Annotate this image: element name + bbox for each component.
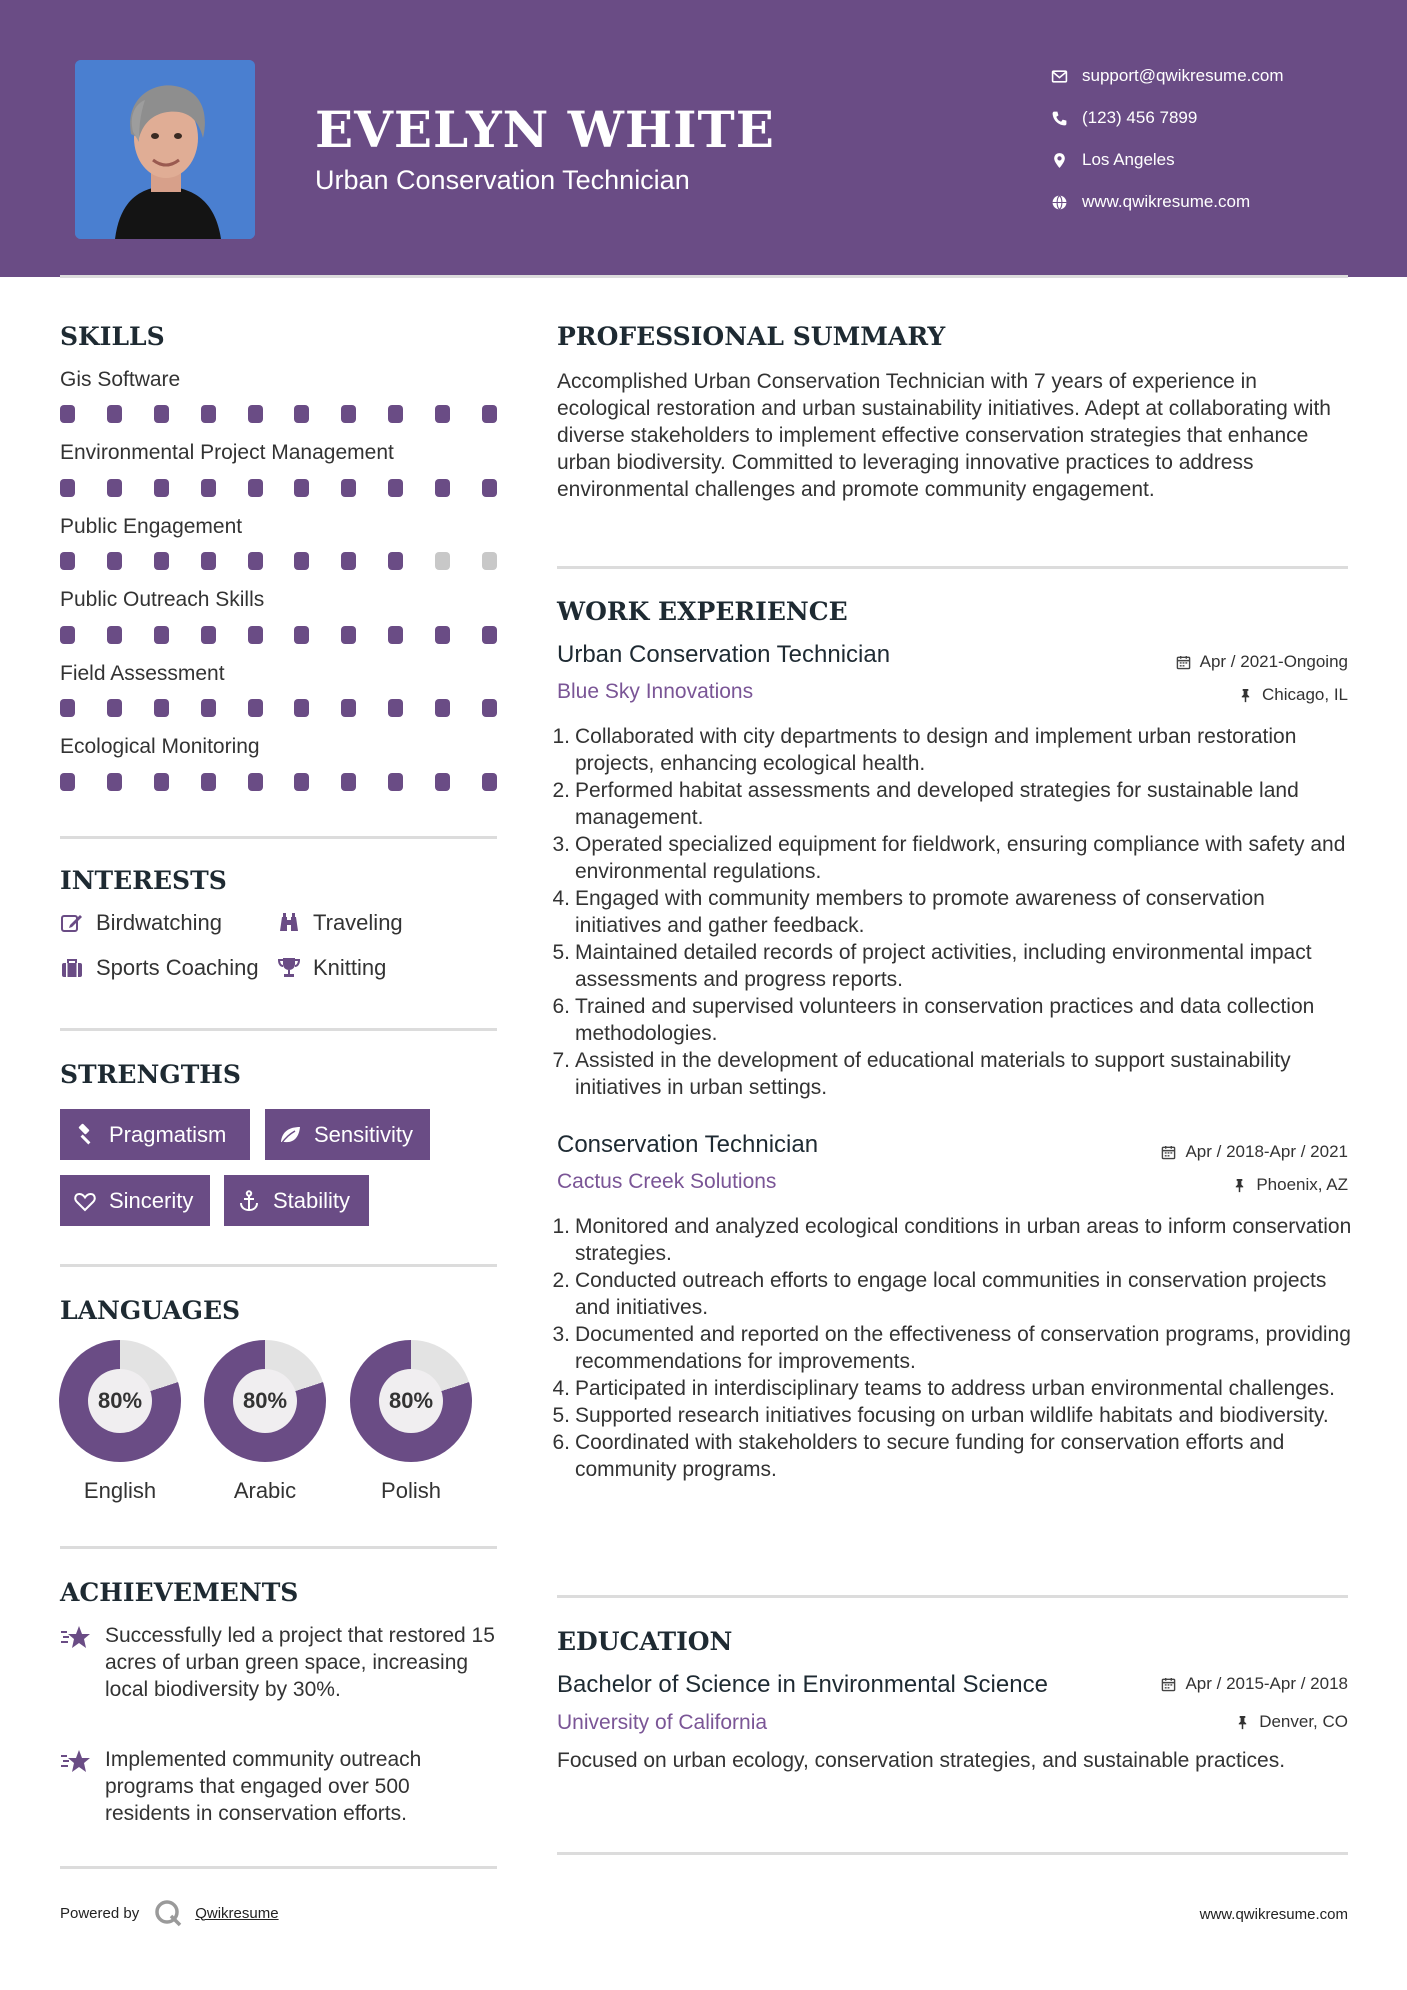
skill-dot-filled [341, 626, 356, 644]
interest-label: Traveling [313, 910, 403, 935]
skill-dot-filled [294, 626, 309, 644]
skill-dot-filled [482, 479, 497, 497]
contact-location-text: Los Angeles [1082, 150, 1175, 169]
skill-rating [60, 479, 497, 497]
skill-dot-filled [294, 479, 309, 497]
language-percent: 80% [233, 1369, 297, 1433]
skill-dot-filled [435, 699, 450, 717]
mail-icon [1048, 65, 1070, 87]
education-description: Focused on urban ecology, conservation strategies, and sustainable practices. [557, 1749, 1286, 1772]
interest-item [277, 910, 403, 936]
skill-dot-filled [201, 773, 216, 791]
interest-item [60, 910, 222, 936]
skill-dot-filled [107, 773, 122, 791]
job-bullets [552, 1213, 1352, 1483]
calendar-icon [1161, 1677, 1176, 1692]
job-location [1238, 685, 1348, 705]
job-bullet: 7. Assisted in the development of educational materials to support sustainability initiatives in urban settings. [552, 1049, 1291, 1099]
skill-dot-filled [341, 405, 356, 423]
education-dates-text: Apr / 2015-Apr / 2018 [1185, 1674, 1348, 1693]
phone-icon [1048, 107, 1070, 129]
header-divider [60, 275, 1348, 278]
section-divider [557, 566, 1348, 569]
contact-email[interactable] [1048, 55, 1284, 97]
education-dates [1161, 1674, 1348, 1694]
language-item [59, 1340, 181, 1504]
job-bullet: 2. Performed habitat assessments and developed strategies for sustainable land management. [552, 779, 1299, 829]
skill-dot-filled [248, 552, 263, 570]
strengths-heading: STRENGTHS [60, 1060, 241, 1089]
award-star-icon [60, 1748, 92, 1776]
interest-label: Birdwatching [96, 910, 222, 935]
job-location-text: Phoenix, AZ [1256, 1175, 1348, 1194]
award-star-icon [60, 1624, 92, 1652]
section-divider [60, 1546, 497, 1549]
languages-heading: LANGUAGES [60, 1296, 241, 1325]
skill-dot-filled [341, 552, 356, 570]
pushpin-icon [1235, 1715, 1250, 1730]
education-degree: Bachelor of Science in Environmental Science [557, 1671, 1048, 1698]
contact-phone-text: (123) 456 7899 [1082, 108, 1198, 127]
language-item [204, 1340, 326, 1504]
skill-dot-filled [482, 405, 497, 423]
briefcase-icon [60, 956, 84, 980]
language-ring [350, 1340, 472, 1462]
strength-label: Stability [273, 1187, 351, 1213]
skill-dot-filled [341, 699, 356, 717]
skill-dot-filled [201, 626, 216, 644]
achievement-text: Implemented community outreach programs that engaged over 500 residents in conservation efforts. [105, 1748, 422, 1825]
profile-photo [75, 60, 255, 239]
skill-dot-empty [435, 552, 450, 570]
skill-dot-filled [154, 552, 169, 570]
contact-website[interactable] [1048, 181, 1284, 223]
skill-dot-filled [388, 552, 403, 570]
job-bullet: 4. Engaged with community members to promote awareness of conservation initiatives and gather feedback. [552, 887, 1265, 937]
language-ring [59, 1340, 181, 1462]
skill-dot-filled [201, 552, 216, 570]
skill-dot-filled [60, 552, 75, 570]
skill-dot-filled [388, 773, 403, 791]
skill-dot-filled [154, 479, 169, 497]
job-bullet: 6. Coordinated with stakeholders to secure funding for conservation efforts and community programs. [552, 1431, 1285, 1481]
pushpin-icon [1238, 688, 1253, 703]
skill-dot-filled [60, 479, 75, 497]
skill-dot-filled [248, 479, 263, 497]
job-location [1232, 1175, 1348, 1195]
section-divider [60, 836, 497, 839]
achievement-item [60, 1746, 500, 1827]
footer-powered-by [60, 1898, 279, 1928]
contact-list [1048, 55, 1284, 223]
location-pin-icon [1048, 149, 1070, 171]
job-bullet: 5. Maintained detailed records of project activities, including environmental impact assessments and progress reports. [552, 941, 1312, 991]
skill-label: Field Assessment [60, 662, 225, 685]
job-bullet: 5. Supported research initiatives focusing on urban wildlife habitats and biodiversity. [552, 1404, 1329, 1427]
job-company: Cactus Creek Solutions [557, 1170, 777, 1193]
summary-heading: PROFESSIONAL SUMMARY [557, 322, 946, 351]
skill-dot-filled [107, 552, 122, 570]
achievement-item [60, 1622, 500, 1703]
heart-icon [73, 1189, 97, 1213]
skill-dot-filled [107, 626, 122, 644]
interest-item [277, 955, 386, 981]
skill-label: Public Outreach Skills [60, 588, 265, 611]
education-location [1235, 1712, 1348, 1732]
calendar-icon [1176, 655, 1191, 670]
gavel-icon [73, 1123, 97, 1147]
job-dates-text: Apr / 2021-Ongoing [1199, 652, 1348, 671]
language-ring [204, 1340, 326, 1462]
skill-dot-filled [248, 626, 263, 644]
skill-dot-filled [60, 773, 75, 791]
header-banner [0, 0, 1407, 277]
skill-label: Ecological Monitoring [60, 735, 260, 758]
skill-dot-filled [154, 699, 169, 717]
skill-dot-filled [60, 626, 75, 644]
job-dates [1176, 652, 1348, 672]
job-bullets [552, 723, 1352, 1101]
qwikresume-logo-icon [153, 1898, 183, 1928]
contact-email-text: support@qwikresume.com [1082, 66, 1284, 85]
job-dates-text: Apr / 2018-Apr / 2021 [1185, 1142, 1348, 1161]
skill-dot-empty [482, 552, 497, 570]
contact-website-text: www.qwikresume.com [1082, 192, 1251, 211]
skill-rating [60, 699, 497, 717]
section-divider [557, 1595, 1348, 1598]
strength-label: Sensitivity [314, 1121, 414, 1147]
candidate-name: EVELYN WHITE [315, 100, 775, 159]
skill-dot-filled [294, 552, 309, 570]
language-name: Polish [381, 1478, 441, 1503]
job-title: Conservation Technician [557, 1131, 819, 1158]
skill-dot-filled [482, 626, 497, 644]
job-title: Urban Conservation Technician [557, 641, 891, 668]
skill-label: Public Engagement [60, 515, 243, 538]
job-location-text: Chicago, IL [1262, 685, 1348, 704]
education-heading: EDUCATION [557, 1627, 733, 1656]
language-name: Arabic [233, 1478, 297, 1503]
job-bullet: 1. Collaborated with city departments to design and implement urban restoration projects, enhancing ecological health. [552, 725, 1297, 775]
interest-label: Knitting [313, 955, 387, 980]
language-percent: 80% [379, 1369, 443, 1433]
globe-icon [1048, 191, 1070, 213]
strength-badge [265, 1109, 430, 1160]
interests-heading: INTERESTS [60, 866, 227, 895]
experience-heading: WORK EXPERIENCE [557, 597, 848, 626]
interest-label: Sports Coaching [96, 955, 259, 980]
skill-dot-filled [435, 479, 450, 497]
strength-badge [60, 1109, 250, 1160]
achievement-text: Successfully led a project that restored 15 acres of urban green space, increasing local biodiversity by 30%. [105, 1624, 495, 1701]
skill-dot-filled [248, 405, 263, 423]
calendar-icon [1161, 1145, 1176, 1160]
powered-by-text: Powered by [60, 1904, 140, 1922]
skill-dot-filled [435, 405, 450, 423]
skill-dot-filled [294, 773, 309, 791]
anchor-icon [237, 1189, 261, 1213]
skill-dot-filled [435, 773, 450, 791]
skill-dot-filled [201, 479, 216, 497]
skill-dot-filled [435, 626, 450, 644]
skill-dot-filled [60, 699, 75, 717]
job-bullet: 3. Operated specialized equipment for fieldwork, ensuring compliance with safety and environmental regulations. [552, 833, 1346, 883]
contact-location [1048, 139, 1284, 181]
skills-heading: SKILLS [60, 322, 165, 351]
skill-dot-filled [154, 405, 169, 423]
skill-label: Environmental Project Management [60, 441, 394, 464]
job-bullet: 6. Trained and supervised volunteers in conservation practices and data collection methodologies. [552, 995, 1315, 1045]
skill-rating [60, 773, 497, 791]
footer-website[interactable]: www.qwikresume.com [1199, 1906, 1348, 1923]
skill-dot-filled [482, 699, 497, 717]
skill-dot-filled [388, 405, 403, 423]
skill-dot-filled [294, 699, 309, 717]
skill-dot-filled [107, 699, 122, 717]
edit-icon [60, 911, 84, 935]
contact-phone[interactable] [1048, 97, 1284, 139]
skill-label: Gis Software [60, 368, 181, 391]
skill-dot-filled [294, 405, 309, 423]
language-name: English [83, 1478, 157, 1503]
strength-label: Pragmatism [109, 1121, 227, 1147]
qwikresume-link[interactable]: Qwikresume [195, 1904, 279, 1922]
skill-dot-filled [388, 479, 403, 497]
job-company: Blue Sky Innovations [557, 680, 754, 703]
skill-dot-filled [60, 405, 75, 423]
skill-dot-filled [201, 405, 216, 423]
skill-dot-filled [107, 479, 122, 497]
summary-text: Accomplished Urban Conservation Technician with 7 years of experience in ecological restoration and urban sustainability initiatives. Adept at collaborating with diverse stakeholders to implement effective conservation strategies that enhance urban biodiversity. Committed to leveraging innovative practices to address environmental challenges and promote community engagement. [557, 370, 1331, 501]
skill-dot-filled [201, 699, 216, 717]
section-divider [60, 1866, 497, 1869]
education-location-text: Denver, CO [1259, 1712, 1348, 1731]
skill-dot-filled [341, 773, 356, 791]
strength-label: Sincerity [109, 1187, 194, 1213]
skill-dot-filled [107, 405, 122, 423]
job-bullet: 1. Monitored and analyzed ecological conditions in urban areas to inform conservation strategies. [552, 1215, 1352, 1265]
achievements-heading: ACHIEVEMENTS [60, 1578, 299, 1607]
section-divider [557, 1852, 1348, 1855]
skill-dot-filled [482, 773, 497, 791]
strength-badge [60, 1175, 210, 1226]
candidate-title: Urban Conservation Technician [315, 165, 690, 195]
section-divider [60, 1264, 497, 1267]
strength-badge [224, 1175, 369, 1226]
job-bullet: 4. Participated in interdisciplinary teams to address urban environmental challenges. [552, 1377, 1335, 1400]
job-bullet: 3. Documented and reported on the effectiveness of conservation programs, providing recommendations for improvements. [552, 1323, 1351, 1373]
education-school: University of California [557, 1711, 768, 1734]
skill-rating [60, 552, 497, 570]
job-bullet: 2. Conducted outreach efforts to engage local communities in conservation projects and initiatives. [552, 1269, 1327, 1319]
binoculars-icon [277, 911, 301, 935]
pushpin-icon [1232, 1178, 1247, 1193]
skill-dot-filled [248, 773, 263, 791]
leaf-icon [278, 1123, 302, 1147]
trophy-icon [277, 956, 301, 980]
skill-dot-filled [154, 626, 169, 644]
skill-dot-filled [388, 626, 403, 644]
language-percent: 80% [88, 1369, 152, 1433]
section-divider [60, 1028, 497, 1031]
skill-dot-filled [341, 479, 356, 497]
job-dates [1161, 1142, 1348, 1162]
skill-rating [60, 626, 497, 644]
skill-dot-filled [154, 773, 169, 791]
language-item [350, 1340, 472, 1504]
skill-dot-filled [248, 699, 263, 717]
skill-rating [60, 405, 497, 423]
interest-item [60, 955, 259, 981]
skill-dot-filled [388, 699, 403, 717]
